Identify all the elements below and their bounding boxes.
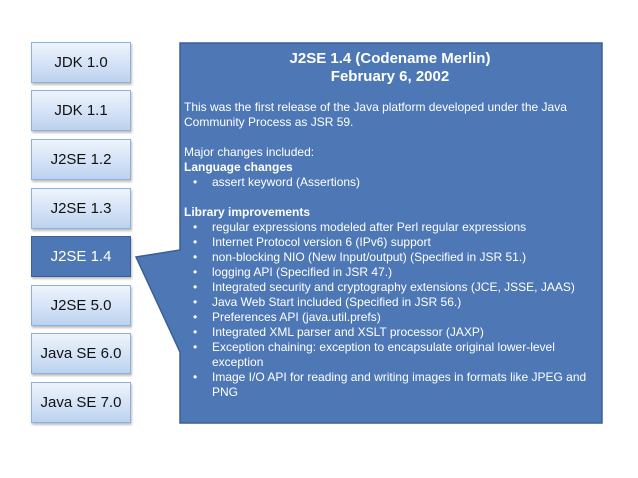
language-changes-list [184, 175, 596, 190]
list-item: • assert keyword (Assertions) [184, 175, 596, 190]
release-details-panel [180, 43, 602, 423]
version-button-java-se-7-0[interactable]: Java SE 7.0 [31, 382, 131, 423]
list-item: • non-blocking NIO (New Input/output) (Specified in JSR 51.) [184, 250, 596, 265]
version-button-j2se-5-0[interactable]: J2SE 5.0 [31, 285, 131, 326]
list-item: • Integrated security and cryptography extensions (JCE, JSSE, JAAS) [184, 280, 596, 295]
release-intro: This was the first release of the Java platform developed under the Java Community Process as JSR 59. [184, 100, 567, 129]
list-item: • Integrated XML parser and XSLT processor (JAXP) [184, 325, 596, 340]
changes-intro: Major changes included: [184, 145, 315, 159]
version-button-java-se-6-0[interactable]: Java SE 6.0 [31, 333, 131, 374]
version-button-j2se-1-2[interactable]: J2SE 1.2 [31, 139, 131, 180]
list-item: • Image I/O API for reading and writing images in formats like JPEG and PNG [184, 370, 596, 400]
version-button-jdk-1-0[interactable]: JDK 1.0 [31, 42, 131, 83]
library-improvements-heading: Library improvements [184, 205, 311, 219]
release-date: February 6, 2002 [330, 68, 450, 85]
version-button-jdk-1-1[interactable]: JDK 1.1 [31, 90, 131, 131]
language-changes-heading: Language changes [184, 160, 293, 174]
library-improvements-list [184, 220, 596, 400]
list-item: • Exception chaining: exception to encapsulate original lower-level exception [184, 340, 596, 370]
list-item: • logging API (Specified in JSR 47.) [184, 265, 596, 280]
list-item: • regular expressions modeled after Perl regular expressions [184, 220, 596, 235]
list-item: • Preferences API (java.util.prefs) [184, 310, 596, 325]
version-button-j2se-1-4[interactable]: J2SE 1.4 [31, 236, 131, 277]
list-item: • Internet Protocol version 6 (IPv6) support [184, 235, 596, 250]
version-button-j2se-1-3[interactable]: J2SE 1.3 [31, 188, 131, 229]
list-item: • Java Web Start included (Specified in JSR 56.) [184, 295, 596, 310]
release-title: J2SE 1.4 (Codename Merlin) [289, 50, 491, 67]
